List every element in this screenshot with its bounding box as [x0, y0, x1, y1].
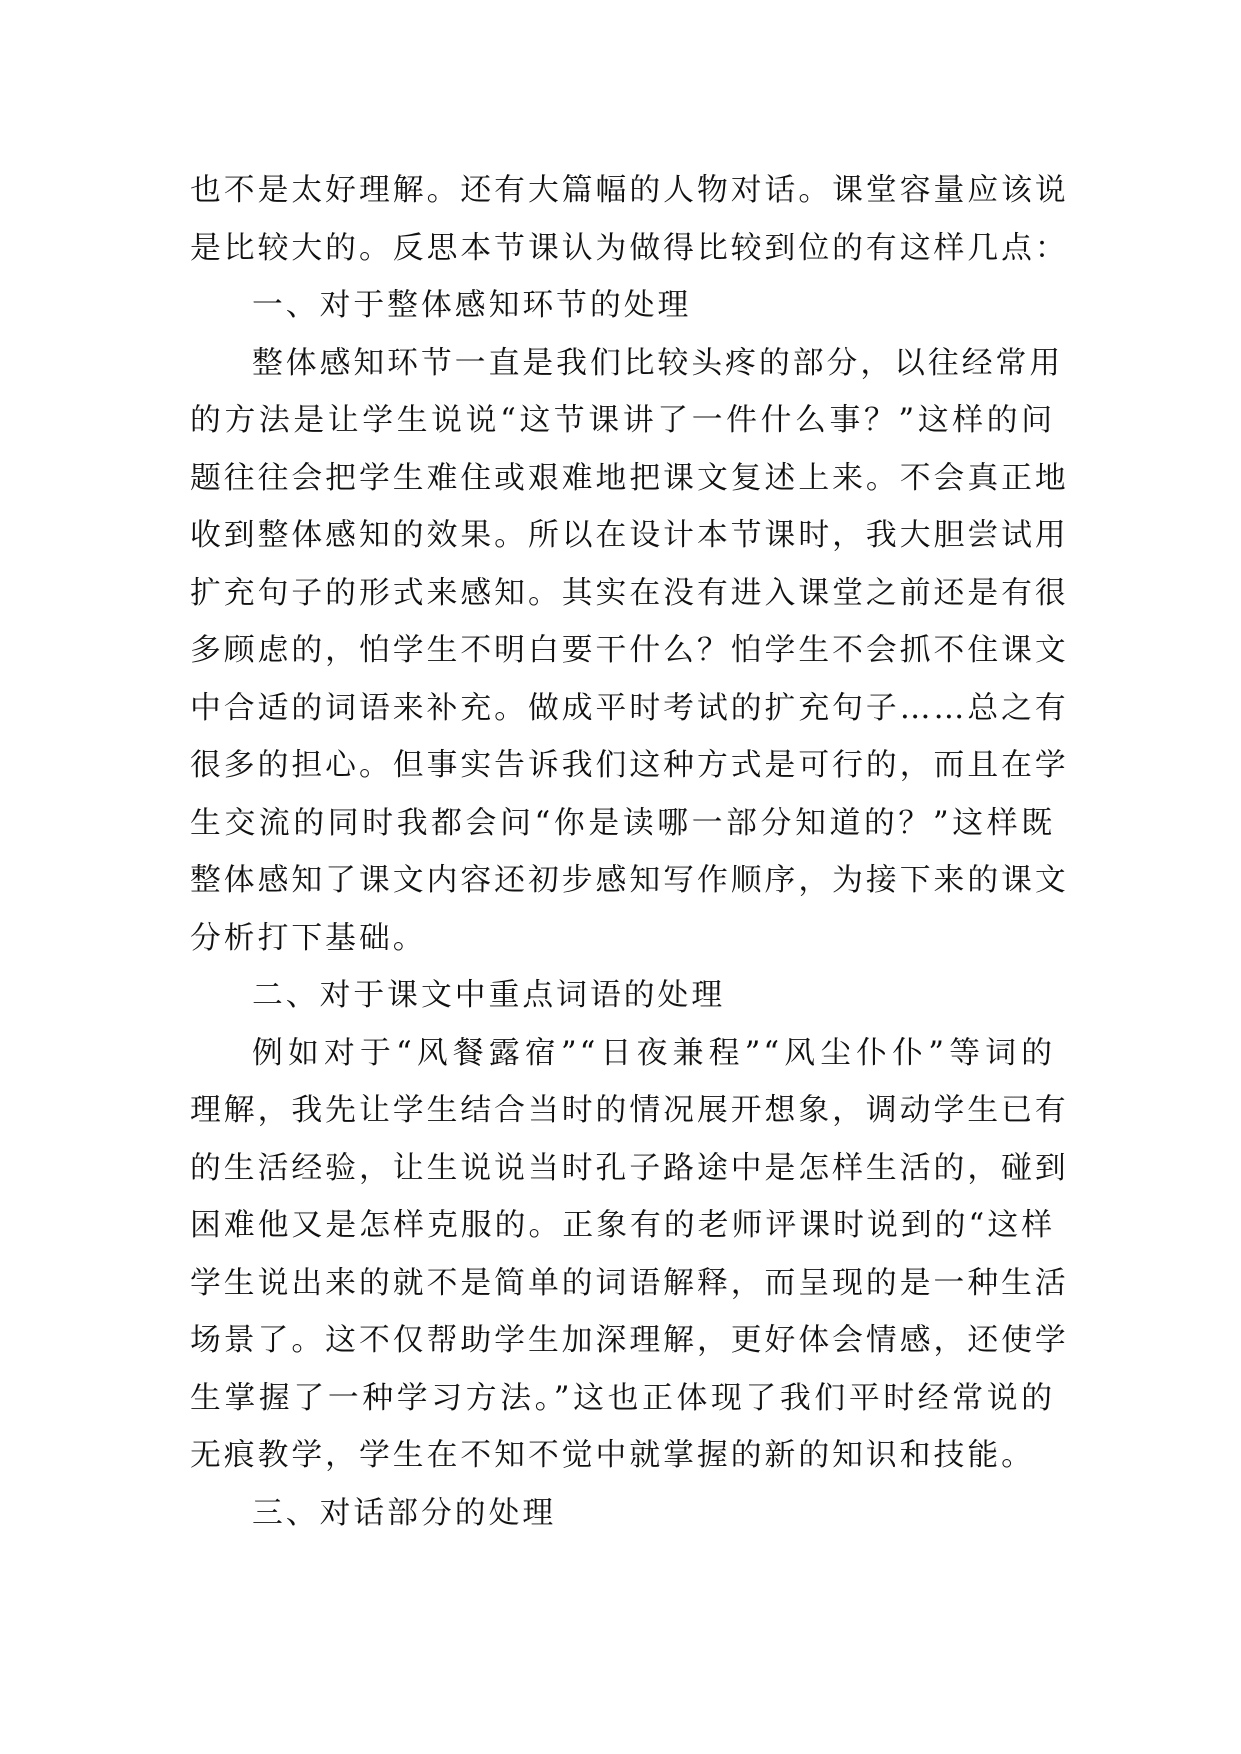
text-line: 场景了。这不仅帮助学生加深理解，更好体会情感，还使学	[190, 1322, 1069, 1358]
paragraph-overall-perception	[190, 335, 1069, 968]
text-line: 理解，我先让学生结合当时的情况展开想象，调动学生已有	[190, 1092, 1069, 1128]
section-heading-1: 一、对于整体感知环节的处理	[252, 287, 692, 323]
text-line: 学生说出来的就不是简单的词语解释，而呈现的是一种生活	[190, 1264, 1069, 1301]
text-line: 生交流的同时我都会问“你是读哪一部分知道的？”这样既	[190, 804, 1055, 841]
text-line: 整体感知了课文内容还初步感知写作顺序，为接下来的课文	[190, 862, 1069, 898]
text-line: 扩充句子的形式来感知。其实在没有进入课堂之前还是有很	[190, 574, 1069, 611]
text-line: 也不是太好理解。还有大篇幅的人物对话。课堂容量应该说	[190, 172, 1069, 208]
text-line: 收到整体感知的效果。所以在设计本节课时，我大胆尝试用	[190, 517, 1069, 553]
section-heading-2: 二、对于课文中重点词语的处理	[252, 977, 726, 1013]
text-line: 例如对于“风餐露宿”“日夜兼程”“风尘仆仆”等词的	[252, 1034, 1055, 1071]
document-body	[190, 162, 1069, 1542]
text-line: 很多的担心。但事实告诉我们这种方式是可行的，而且在学	[190, 747, 1069, 783]
text-line: 生掌握了一种学习方法。”这也正体现了我们平时经常说的	[190, 1379, 1055, 1416]
text-line: 是比较大的。反思本节课认为做得比较到位的有这样几点：	[190, 229, 1069, 266]
text-line: 的方法是让学生说说“这节课讲了一件什么事？”这样的问	[190, 402, 1055, 438]
text-line: 困难他又是怎样克服的。正象有的老师评课时说到的“这样	[190, 1207, 1055, 1243]
paragraph-intro	[190, 162, 1069, 277]
text-line: 的生活经验，让生说说当时孔子路途中是怎样生活的，碰到	[190, 1149, 1069, 1186]
text-line: 分析打下基础。	[190, 919, 427, 956]
text-line: 中合适的词语来补充。做成平时考试的扩充句子……总之有	[190, 689, 1069, 726]
paragraph-key-words	[190, 1025, 1069, 1485]
section-heading-3: 三、对话部分的处理	[252, 1494, 557, 1531]
text-line: 整体感知环节一直是我们比较头疼的部分，以往经常用	[252, 344, 1064, 381]
text-line: 多顾虑的，怕学生不明白要干什么？怕学生不会抓不住课文	[190, 632, 1069, 668]
text-line: 题往往会把学生难住或艰难地把课文复述上来。不会真正地	[190, 459, 1069, 496]
text-line: 无痕教学，学生在不知不觉中就掌握的新的知识和技能。	[190, 1437, 1035, 1473]
